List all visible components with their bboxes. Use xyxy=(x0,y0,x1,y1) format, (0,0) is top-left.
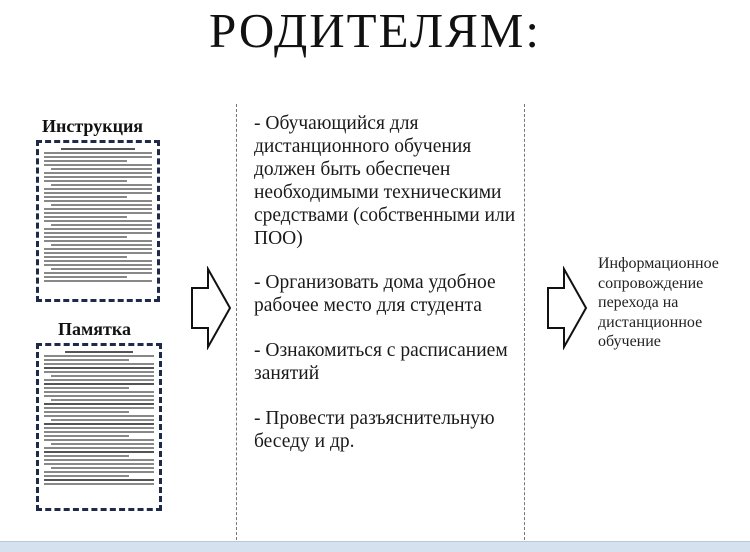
memo-document-thumbnail[interactable] xyxy=(36,343,162,511)
info-text: Информационное сопровождение перехода на дистанционное обучение xyxy=(598,255,719,350)
arrow-right-icon xyxy=(190,266,232,350)
memo-label: Памятка xyxy=(58,319,131,339)
bullet-item: - Организовать дома удобное рабочее место для студента xyxy=(254,272,496,316)
page-title: РОДИТЕЛЯМ: xyxy=(209,3,541,58)
bullet-item: - Ознакомиться с расписанием занятий xyxy=(254,340,508,384)
bullet-list xyxy=(254,112,516,475)
instruction-document-thumbnail[interactable] xyxy=(36,140,160,302)
bottom-bar xyxy=(0,541,750,552)
divider-left xyxy=(236,104,237,540)
bullet-item: - Обучающийся для дистанционного обучения должен быть обеспечен необходимыми техническими средствами (собственными или ПОО) xyxy=(254,113,516,249)
bullet-item: - Провести разъяснительную беседу и др. xyxy=(254,408,495,452)
instruction-label: Инструкция xyxy=(42,116,144,136)
arrow-right-icon xyxy=(546,266,588,350)
divider-right xyxy=(524,104,525,540)
